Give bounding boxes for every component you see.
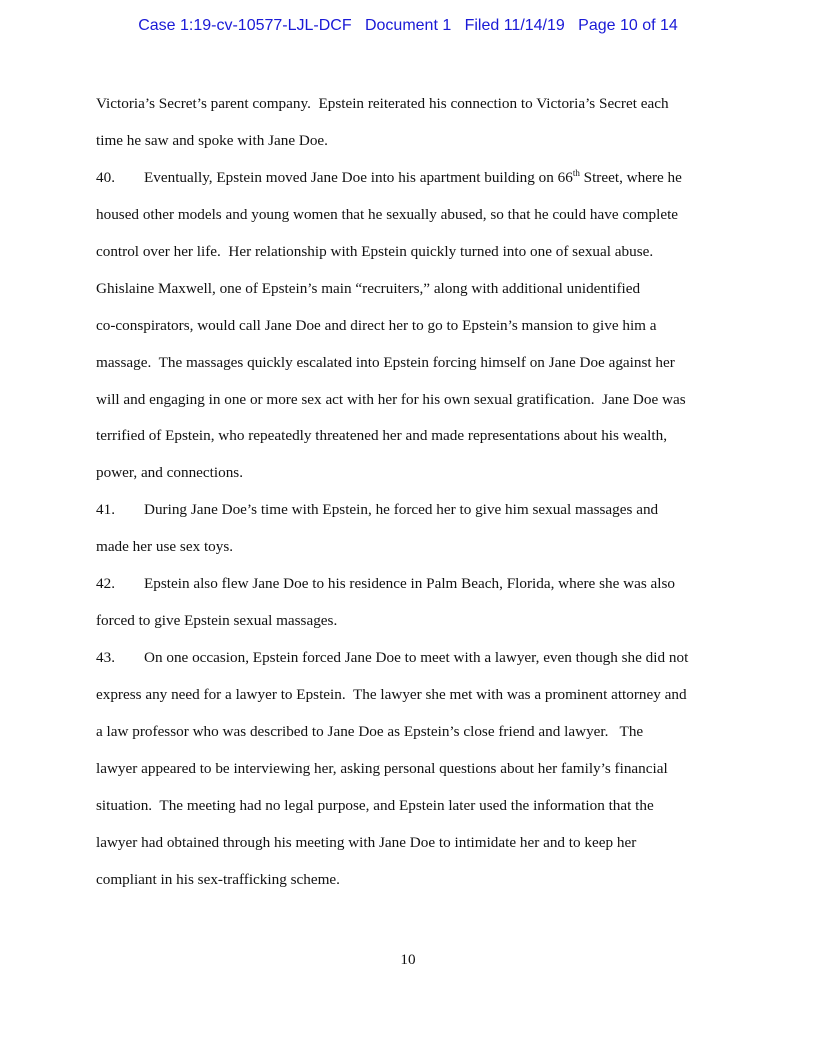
paragraph-number: 43. [96,649,115,667]
body-text-segment: During Jane Doe’s time with Epstein, he forced her to give him sexual massages and [144,501,659,519]
body-line: Victoria’s Secret’s parent company. Epstein reiterated his connection to Victoria’s Secret each [96,95,669,112]
page-count: Page 10 of 14 [578,17,678,34]
body-line: co-conspirators, would call Jane Doe and direct her to go to Epstein’s mansion to give him a [96,316,657,334]
body-line: forced to give Epstein sexual massages. [96,612,338,630]
paragraph-first-line [96,498,722,535]
body-line: lawyer had obtained through his meeting with Jane Doe to intimidate her and to keep her [96,833,637,851]
paragraph-first-line [96,646,722,683]
document-body [96,92,722,905]
document-number: Document 1 [364,17,452,34]
body-line: situation. The meeting had no legal purpose, and Epstein later used the information that the [96,796,654,814]
body-line: control over her life. Her relationship with Epstein quickly turned into one of sexual abuse. [96,242,654,260]
body-line: housed other models and young women that he sexually abused, so that he could have complete [96,205,679,223]
body-text-segment: Epstein also flew Jane Doe to his residence in Palm Beach, Florida, where she was also [144,575,675,593]
body-text-segment: On one occasion, Epstein forced Jane Doe to meet with a lawyer, even though she did not [144,649,689,667]
body-line: time he saw and spoke with Jane Doe. [96,131,328,149]
case-number: Case 1:19-cv-10577-LJL-DCF [138,17,352,34]
paragraph-number: 41. [96,501,115,519]
filed-date: Filed 11/14/19 [464,17,565,34]
body-line: massage. The massages quickly escalated into Epstein forcing himself on Jane Doe against her [96,353,675,371]
body-line: express any need for a lawyer to Epstein. The lawyer she met with was a prominent attorney and [96,686,687,703]
body-line: made her use sex toys. [96,538,234,556]
paragraph-number: 42. [96,575,115,593]
body-text-segment: Eventually, Epstein moved Jane Doe into his apartment building on 66 [144,168,573,186]
body-line: compliant in his sex-trafficking scheme. [96,870,340,888]
body-line: Ghislaine Maxwell, one of Epstein’s main “recruiters,” along with additional unidentified [96,279,641,297]
body-line: terrified of Epstein, who repeatedly threatened her and made representations about his wealth, [96,427,667,445]
body-line: power, and connections. [96,464,244,482]
paragraph-first-line [96,166,722,203]
body-text-segment: Street, where he [579,168,682,186]
ordinal-suffix: th [572,167,580,178]
page-number: 10 [400,951,416,968]
case-header [0,17,816,35]
paragraph-first-line [96,572,722,609]
body-line: will and engaging in one or more sex act with her for his own sexual gratification. Jane Doe was [96,390,686,408]
paragraph-number: 40. [96,168,115,186]
body-line: a law professor who was described to Jane Doe as Epstein’s close friend and lawyer. The [96,722,644,740]
body-line: lawyer appeared to be interviewing her, asking personal questions about her family’s financial [96,759,668,777]
